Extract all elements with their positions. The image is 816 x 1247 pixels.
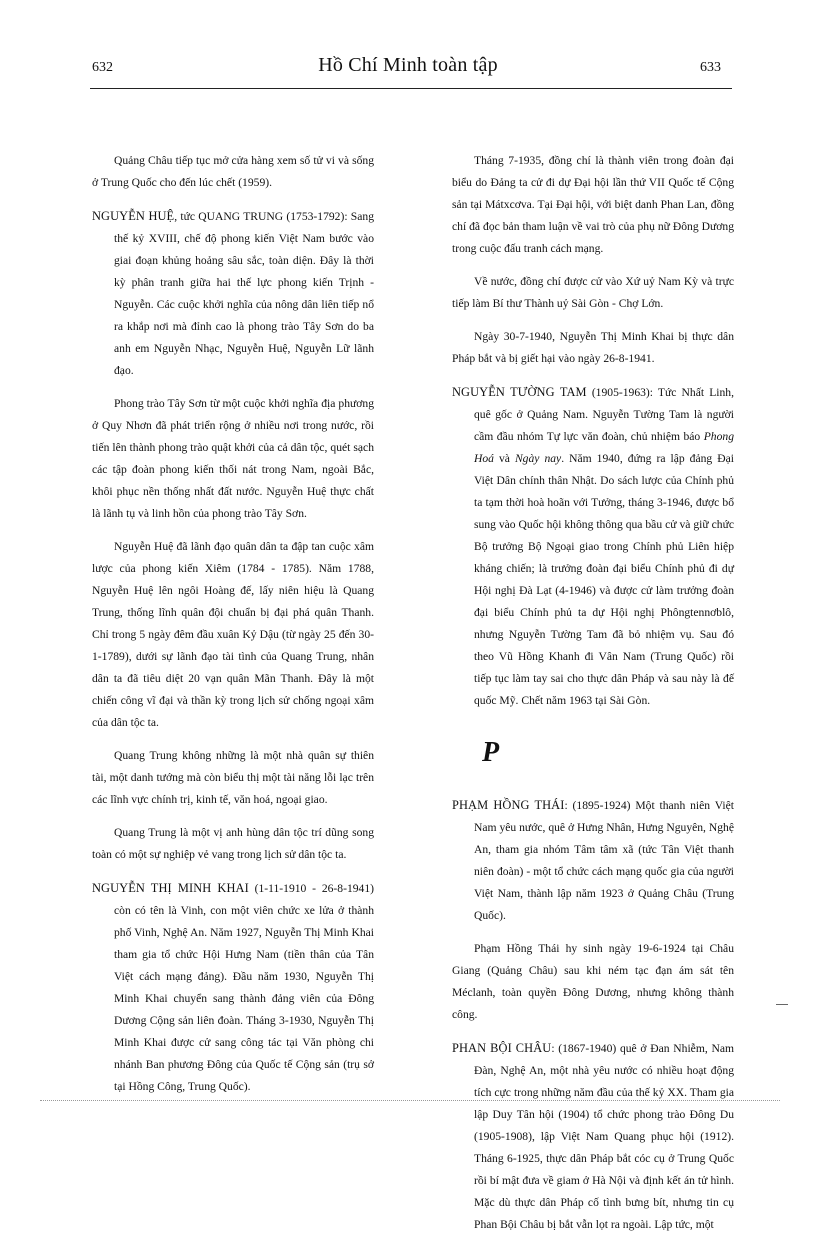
paragraph: Nguyễn Huệ đã lãnh đạo quân dân ta đập tan cuộc xâm lược của phong kiến Xiêm (1784 - 1785). Năm 1788, Nguyễn Huệ lên ngôi Hoàng đế, lấy niên hiệu là Quang Trung, thống lĩnh quân đội chuẩn bị đại phá quân Thanh. Chỉ trong 5 ngày đêm đầu xuân Kỷ Dậu (từ ngày 25 đến 30-1-1789), dưới sự lãnh đạo tài tình của Quang Trung, nhân dân ta đã tiêu diệt 20 vạn quân Mãn Thanh. Đây là một chiến công vĩ đại và thần kỳ trong lịch sử chống ngoại xâm của dân tộc ta. (92, 540, 374, 729)
page-number-left: 632 (92, 60, 113, 75)
paragraph: Ngày 30-7-1940, Nguyễn Thị Minh Khai bị thực dân Pháp bắt và bị giết hại vào ngày 26-8-1941. (452, 330, 734, 365)
entry-nguyen-thi-minh-khai (92, 877, 374, 1098)
page-number-right: 633 (700, 60, 721, 75)
running-title: Hồ Chí Minh toàn tập (318, 54, 498, 76)
bottom-dotted-rule (40, 1100, 780, 1101)
section-letter: P (482, 737, 500, 768)
entry-text: . Năm 1940, đứng ra lập đảng Đại Việt Dân chính thân Nhật. Do sách lược của Chính phủ ta tạm thời hoà hoãn với Tưởng, tháng 3-1946, được bổ sung vào Quốc hội không thông qua bầu cử và giữ chức Bộ trưởng Bộ Ngoại giao trong Chính phủ Liên hiệp kháng chiến; là trưởng đoàn đại biểu Chính phủ đi dự Hội nghị Đà Lạt (4-1946) và được cử làm trưởng đoàn đại biểu Chính phủ ta dự Hội nghị Phôngtennơblô, nhưng Nguyễn Tường Tam đã bỏ nhiệm vụ. Sau đó theo Vũ Hồng Khanh đi Vân Nam (Trung Quốc) rồi tiếp tục làm tay sai cho thực dân Pháp và sau này là đế quốc Mỹ. Chết năm 1963 tại Sài Gòn. (474, 452, 734, 707)
entry-name: NGUYỄN TƯỜNG TAM (452, 385, 587, 399)
entry-name: PHẠM HỒNG THÁI (452, 798, 565, 812)
paragraph: Quảng Châu tiếp tục mở cửa hàng xem số tử vi và sống ở Trung Quốc cho đến lúc chết (1959). (92, 154, 374, 189)
entry-text: (1-11-1910 - 26-8-1941) còn có tên là Vinh, con một viên chức xe lửa ở thành phố Vinh, Nghệ An. Năm 1927, Nguyễn Thị Minh Khai tham gia tổ chức Hội Hưng Nam (tiền thân của Tân Việt cách mạng đảng). Đầu năm 1930, Nguyễn Thị Minh Khai chuyển sang thành đảng viên của Đông Dương Cộng sản liên đoàn. Tháng 3-1930, Nguyễn Thị Minh Khai được cử sang công tác tại Văn phòng chi nhánh Ban phương Đông của Quốc tế Cộng sản (trụ sở tại Hồng Công, Trung Quốc). (114, 882, 375, 1093)
paragraph: Về nước, đồng chí được cử vào Xứ uỷ Nam Kỳ và trực tiếp làm Bí thư Thành uỷ Sài Gòn - Chợ Lớn. (452, 275, 734, 310)
header-rule (90, 88, 732, 89)
entry-phan-boi-chau (452, 1037, 734, 1236)
entry-text: : (1895-1924) Một thanh niên Việt Nam yêu nước, quê ở Hưng Nhân, Hưng Nguyên, Nghệ An, tham gia nhóm Tâm tâm xã (tức Tân Việt thanh niên đoàn) - một tổ chức cách mạng quốc gia của người Việt Nam, thành lập năm 1923 ở Quảng Châu (Trung Quốc). (474, 799, 734, 922)
paragraph: Tháng 7-1935, đồng chí là thành viên trong đoàn đại biểu do Đảng ta cử đi dự Đại hội lần thứ VII Quốc tế Cộng sản tại Mátxcơva. Tại Đại hội, với biệt danh Phan Lan, đồng chí đã đọc bản tham luận về vai trò của phụ nữ Đông Dương trong cuộc đấu tranh cách mạng. (452, 154, 734, 255)
newspaper-title: Ngày nay (514, 452, 562, 465)
newspaper-title: Phong Hoá (474, 430, 734, 465)
entry-nguyen-tuong-tam (452, 381, 734, 712)
entry-text: : (1867-1940) quê ở Đan Nhiễm, Nam Đàn, Nghệ An, một nhà yêu nước có nhiều hoạt động tích cực trong những năm đầu của thế kỷ XX. Tham gia lập Duy Tân hội (1904) tổ chức phong trào Đông Du (1905-1908), lập Việt Nam Quang phục hội (1912). Tháng 6-1925, thực dân Pháp bắt cóc cụ ở Trung Quốc rồi bí mật đưa về giam ở Hà Nội và định kết án tử hình. Mặc dù thực dân Pháp cố tình bưng bít, nhưng tin cụ Phan Bội Châu bị bắt vẫn lọt ra ngoài. Lập tức, một (474, 1042, 734, 1231)
entry-name: NGUYỄN THỊ MINH KHAI (92, 881, 249, 895)
entry-text: và (493, 452, 515, 465)
paragraph: Phong trào Tây Sơn từ một cuộc khởi nghĩa địa phương ở Quy Nhơn đã phát triển rộng ở nhiều nơi trong nước, rồi tiến lên thành phong trào quật khởi của cả dân tộc, quét sạch các tập đoàn phong kiến thối nát trong Nam, ngoài Bắc, khôi phục nền thống nhất đất nước. Nguyễn Huệ thực chất là lãnh tụ và linh hồn của phong trào Tây Sơn. (92, 397, 374, 520)
paragraph: Phạm Hồng Thái hy sinh ngày 19-6-1924 tại Châu Giang (Quảng Châu) sau khi ném tạc đạn ám sát tên Méclanh, toàn quyền Đông Dương, nhưng không thành công. (452, 942, 734, 1021)
entry-pham-hong-thai (452, 794, 734, 927)
entry-name: PHAN BỘI CHÂU (452, 1041, 552, 1055)
margin-mark (776, 1004, 788, 1005)
right-column (452, 150, 734, 1247)
left-column (92, 150, 374, 1109)
entry-name: NGUYỄN HUỆ (92, 209, 175, 223)
entry-nguyen-hue (92, 205, 374, 382)
entry-text: , tức QUANG TRUNG (1753-1792): Sang thế kỷ XVIII, chế độ phong kiến Việt Nam bước vào giai đoạn khủng hoảng sâu sắc, toàn diện. Đây là thời kỳ phân tranh giữa hai thế lực phong kiến Trịnh - Nguyễn. Các cuộc khởi nghĩa của nông dân liên tiếp nổ ra khắp nơi mà đỉnh cao là phong trào Tây Sơn do ba anh em Nguyễn Nhạc, Nguyễn Huệ, Nguyễn Lữ lãnh đạo. (114, 210, 374, 377)
entry-text: (1905-1963): Tức Nhất Linh, quê gốc ở Quảng Nam. Nguyễn Tường Tam là người cầm đầu nhóm Tự lực văn đoàn, chủ nhiệm báo (474, 386, 734, 443)
paragraph: Quang Trung không những là một nhà quân sự thiên tài, một danh tướng mà còn biểu thị một tài năng lỗi lạc trên các lĩnh vực chính trị, kinh tế, văn hoá, ngoại giao. (92, 749, 374, 806)
paragraph: Quang Trung là một vị anh hùng dân tộc trí dũng song toàn có một sự nghiệp vẻ vang trong lịch sử dân tộc ta. (92, 826, 374, 861)
